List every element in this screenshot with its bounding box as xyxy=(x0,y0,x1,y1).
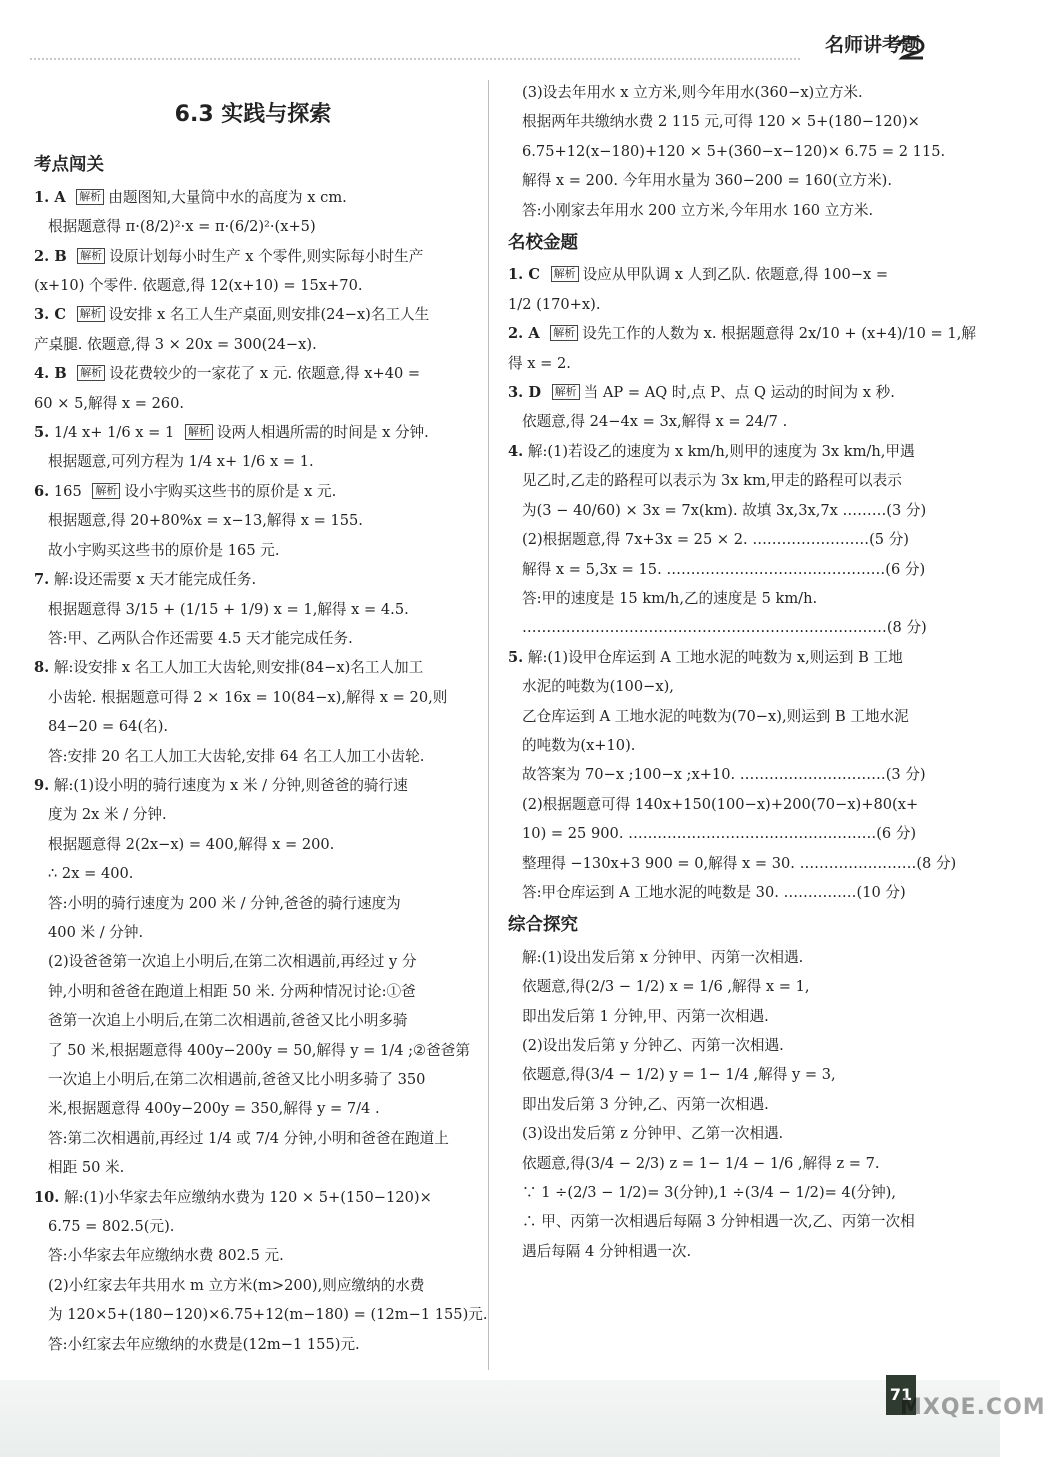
answer-line: 钟,小明和爸爸在跑道上相距 50 米. 分两种情况讨论:①爸 xyxy=(48,982,416,1000)
answer-line: ∴ 2x = 400. xyxy=(48,865,134,883)
column-divider xyxy=(488,80,489,1370)
answer-line: 6. 165 解析 设小宇购买这些书的原价是 x 元. xyxy=(34,482,337,500)
answer-line: 小齿轮. 根据题意可得 2 × 16x = 10(84−x),解得 x = 20,则 xyxy=(48,688,448,706)
answer-line: 依题意,得(3/4 − 1/2) y = 1− 1/4 ,解得 y = 3, xyxy=(522,1066,836,1084)
page-title: 6.3 实践与探索 xyxy=(174,102,332,127)
answer-line: (2)根据题意可得 140x+150(100−x)+200(70−x)+80(x+ xyxy=(522,795,919,813)
right-exploration-answers xyxy=(508,943,928,1266)
answer-line: 5. 1/4 x+ 1/6 x = 1 解析 设两人相遇所需的时间是 x 分钟. xyxy=(34,424,429,442)
answer-line: 乙仓库运到 A 工地水泥的吨数为(70−x),则运到 B 工地水泥 xyxy=(522,707,909,725)
answer-line: 相距 50 米. xyxy=(48,1159,125,1177)
answer-line: 1. A 解析 由题图知,大量筒中水的高度为 x cm. xyxy=(34,188,347,206)
answer-line: 4. 解:(1)若设乙的速度为 x km/h,则甲的速度为 3x km/h,甲遇 xyxy=(508,442,915,460)
answer-line: 2. B 解析 设原计划每小时生产 x 个零件,则实际每小时生产 xyxy=(34,247,424,265)
answer-line: 1/2 (170+x). xyxy=(508,295,601,313)
answer-line: 答:小华家去年应缴纳水费 802.5 元. xyxy=(48,1247,284,1265)
answer-line: (3)设出发后第 z 分钟甲、乙第一次相遇. xyxy=(522,1125,784,1143)
answer-line: (3)设去年用水 x 立方米,则今年用水(360−x)立方米. xyxy=(522,84,863,101)
answer-line: 遇后每隔 4 分钟相遇一次. xyxy=(522,1242,692,1260)
answer-line: 产桌腿. 依题意,得 3 × 20x = 300(24−x). xyxy=(34,335,317,353)
left-column xyxy=(34,90,488,1359)
answer-line: 了 50 米,根据题意得 400y−200y = 50,解得 y = 1/4 ;②爸爸第 xyxy=(48,1041,470,1059)
answer-line: (2)设出发后第 y 分钟乙、丙第一次相遇. xyxy=(522,1037,784,1054)
header-divider xyxy=(30,58,800,60)
answer-line: …………………………………………………………………(8 分) xyxy=(522,619,927,637)
answer-line: 60 × 5,解得 x = 260. xyxy=(34,394,185,412)
answer-line: 为 120×5+(180−120)×6.75+12(m−180) = (12m−1 155)元. xyxy=(48,1306,488,1324)
answer-line: 解得 x = 200. 今年用水量为 360−200 = 160(立方米). xyxy=(522,172,893,190)
brand-title: 名师讲考题 xyxy=(824,34,920,56)
page-number-badge: 71 xyxy=(886,1375,916,1415)
answer-line: ∵ 1 ÷(2/3 − 1/2)= 3(分钟),1 ÷(3/4 − 1/2)= 4(分钟), xyxy=(522,1184,897,1202)
answer-line: 答:甲、乙两队合作还需要 4.5 天才能完成任务. xyxy=(48,629,353,647)
answer-line: 3. C 解析 设安排 x 名工人生产桌面,则安排(24−x)名工人生 xyxy=(34,306,430,324)
answer-line: 即出发后第 3 分钟,乙、丙第一次相遇. xyxy=(522,1095,769,1113)
answer-line: 答:甲仓库运到 A 工地水泥的吨数是 30. ……………(10 分) xyxy=(522,883,906,901)
answer-line: 根据题意得 π·(8/2)²·x = π·(6/2)²·(x+5) xyxy=(48,218,316,236)
answer-line: 解得 x = 5,3x = 15. ………………………………………(6 分) xyxy=(522,560,926,578)
answer-line: (2)小红家去年共用水 m 立方米(m>200),则应缴纳的水费 xyxy=(48,1276,425,1294)
answer-line: 爸第一次追上小明后,在第二次相遇前,爸爸又比小明多骑 xyxy=(48,1012,408,1030)
answer-line: 依题意,得(2/3 − 1/2) x = 1/6 ,解得 x = 1, xyxy=(522,978,810,996)
answer-line: 一次追上小明后,在第二次相遇前,爸爸又比小明多骑了 350 xyxy=(48,1071,426,1088)
answer-line: 答:小红家去年应缴纳的水费是(12m−1 155)元. xyxy=(48,1335,360,1353)
answer-line: 的吨数为(x+10). xyxy=(522,736,636,754)
answer-line: 答:小明的骑行速度为 200 米 / 分钟,爸爸的骑行速度为 xyxy=(48,894,401,912)
answer-line: 依题意,得(3/4 − 2/3) z = 1− 1/4 − 1/6 ,解得 z = 7. xyxy=(522,1154,880,1172)
answer-line: 度为 2x 米 / 分钟. xyxy=(48,806,167,824)
section-heading-zonghe: 综合探究 xyxy=(508,915,578,936)
answer-line: 3. D 解析 当 AP = AQ 时,点 P、点 Q 运动的时间为 x 秒. xyxy=(508,384,895,402)
right-column xyxy=(508,78,976,1266)
watermark: MXQE.COM xyxy=(900,1395,1046,1420)
answer-line: 依题意,得 24−4x = 3x,解得 x = 24/7 . xyxy=(522,413,788,431)
answer-line: 得 x = 2. xyxy=(508,354,571,372)
answer-line: 10. 解:(1)小华家去年应缴纳水费为 120 × 5+(150−120)× xyxy=(34,1188,432,1206)
answer-line: 根据题意,得 20+80%x = x−13,解得 x = 155. xyxy=(48,512,363,530)
answer-line: 答:第二次相遇前,再经过 1/4 或 7/4 分钟,小明和爸爸在跑道上 xyxy=(48,1129,449,1147)
answer-line: 6.75+12(x−180)+120 × 5+(360−x−120)× 6.75 = 2 115. xyxy=(522,142,946,160)
page-footer xyxy=(0,1380,1000,1457)
answer-line: 即出发后第 1 分钟,甲、丙第一次相遇. xyxy=(522,1007,769,1025)
page-header xyxy=(0,0,1000,78)
answer-line: 2. A 解析 设先工作的人数为 x. 根据题意得 2x/10 + (x+4)/10 = 1,解 xyxy=(508,325,976,343)
answer-line: ∴ 甲、丙第一次相遇后每隔 3 分钟相遇一次,乙、丙第一次相 xyxy=(522,1213,915,1231)
answer-line: 10) = 25 900. ……………………………………………(6 分) xyxy=(522,825,917,843)
answer-line: 6.75 = 802.5(元). xyxy=(48,1218,175,1236)
answer-line: 根据两年共缴纳水费 2 115 元,可得 120 × 5+(180−120)× xyxy=(522,113,920,131)
answer-line: 答:小刚家去年用水 200 立方米,今年用水 160 立方米. xyxy=(522,201,874,219)
answer-line: 故答案为 70−x ;100−x ;x+10. …………………………(3 分) xyxy=(522,766,926,784)
answer-line: 5. 解:(1)设甲仓库运到 A 工地水泥的吨数为 x,则运到 B 工地 xyxy=(508,648,903,666)
right-answer-list xyxy=(508,260,976,907)
answer-line: 答:安排 20 名工人加工大齿轮,安排 64 名工人加工小齿轮. xyxy=(48,747,425,765)
answer-line: 解:(1)设出发后第 x 分钟甲、丙第一次相遇. xyxy=(522,948,804,966)
answer-line: 根据题意得 2(2x−x) = 400,解得 x = 200. xyxy=(48,835,335,853)
answer-line: (2)根据题意,得 7x+3x = 25 × 2. ……………………(5 分) xyxy=(522,531,909,549)
answer-line: 见乙时,乙走的路程可以表示为 3x km,甲走的路程可以表示 xyxy=(522,472,902,490)
brand-logo-icon xyxy=(896,32,926,60)
answer-line: 为(3 − 40/60) × 3x = 7x(km). 故填 3x,3x,7x ………(3 分) xyxy=(522,501,927,519)
answer-line: 4. B 解析 设花费较少的一家花了 x 元. 依题意,得 x+40 = xyxy=(34,365,421,383)
answer-line: 答:甲的速度是 15 km/h,乙的速度是 5 km/h. xyxy=(522,589,818,607)
answer-line: 8. 解:设安排 x 名工人加工大齿轮,则安排(84−x)名工人加工 xyxy=(34,659,424,677)
answer-line: 1. C 解析 设应从甲队调 x 人到乙队. 依题意,得 100−x = xyxy=(508,266,889,284)
answer-line: 根据题意得 3/15 + (1/15 + 1/9) x = 1,解得 x = 4.5. xyxy=(48,600,409,618)
answer-line: 7. 解:设还需要 x 天才能完成任务. xyxy=(34,571,257,589)
answer-line: 根据题意,可列方程为 1/4 x+ 1/6 x = 1. xyxy=(48,453,314,471)
answer-line: 故小宇购买这些书的原价是 165 元. xyxy=(48,541,280,559)
answer-line: (2)设爸爸第一次追上小明后,在第二次相遇前,再经过 y 分 xyxy=(48,953,417,971)
answer-line: 400 米 / 分钟. xyxy=(48,923,144,941)
right-continued-answers xyxy=(508,78,946,225)
section-heading-kaodian: 考点闯关 xyxy=(34,155,104,176)
section-heading-mingxiao: 名校金题 xyxy=(508,233,578,254)
left-answer-list xyxy=(34,183,488,1359)
answer-line: 水泥的吨数为(100−x), xyxy=(522,678,674,696)
answer-line: 84−20 = 64(名). xyxy=(48,718,169,736)
answer-line: 米,根据题意得 400y−200y = 350,解得 y = 7/4 . xyxy=(48,1100,380,1118)
answer-line: (x+10) 个零件. 依题意,得 12(x+10) = 15x+70. xyxy=(34,277,363,295)
answer-line: 整理得 −130x+3 900 = 0,解得 x = 30. ……………………(8 分) xyxy=(522,854,957,872)
answer-line: 9. 解:(1)设小明的骑行速度为 x 米 / 分钟,则爸爸的骑行速 xyxy=(34,776,408,794)
